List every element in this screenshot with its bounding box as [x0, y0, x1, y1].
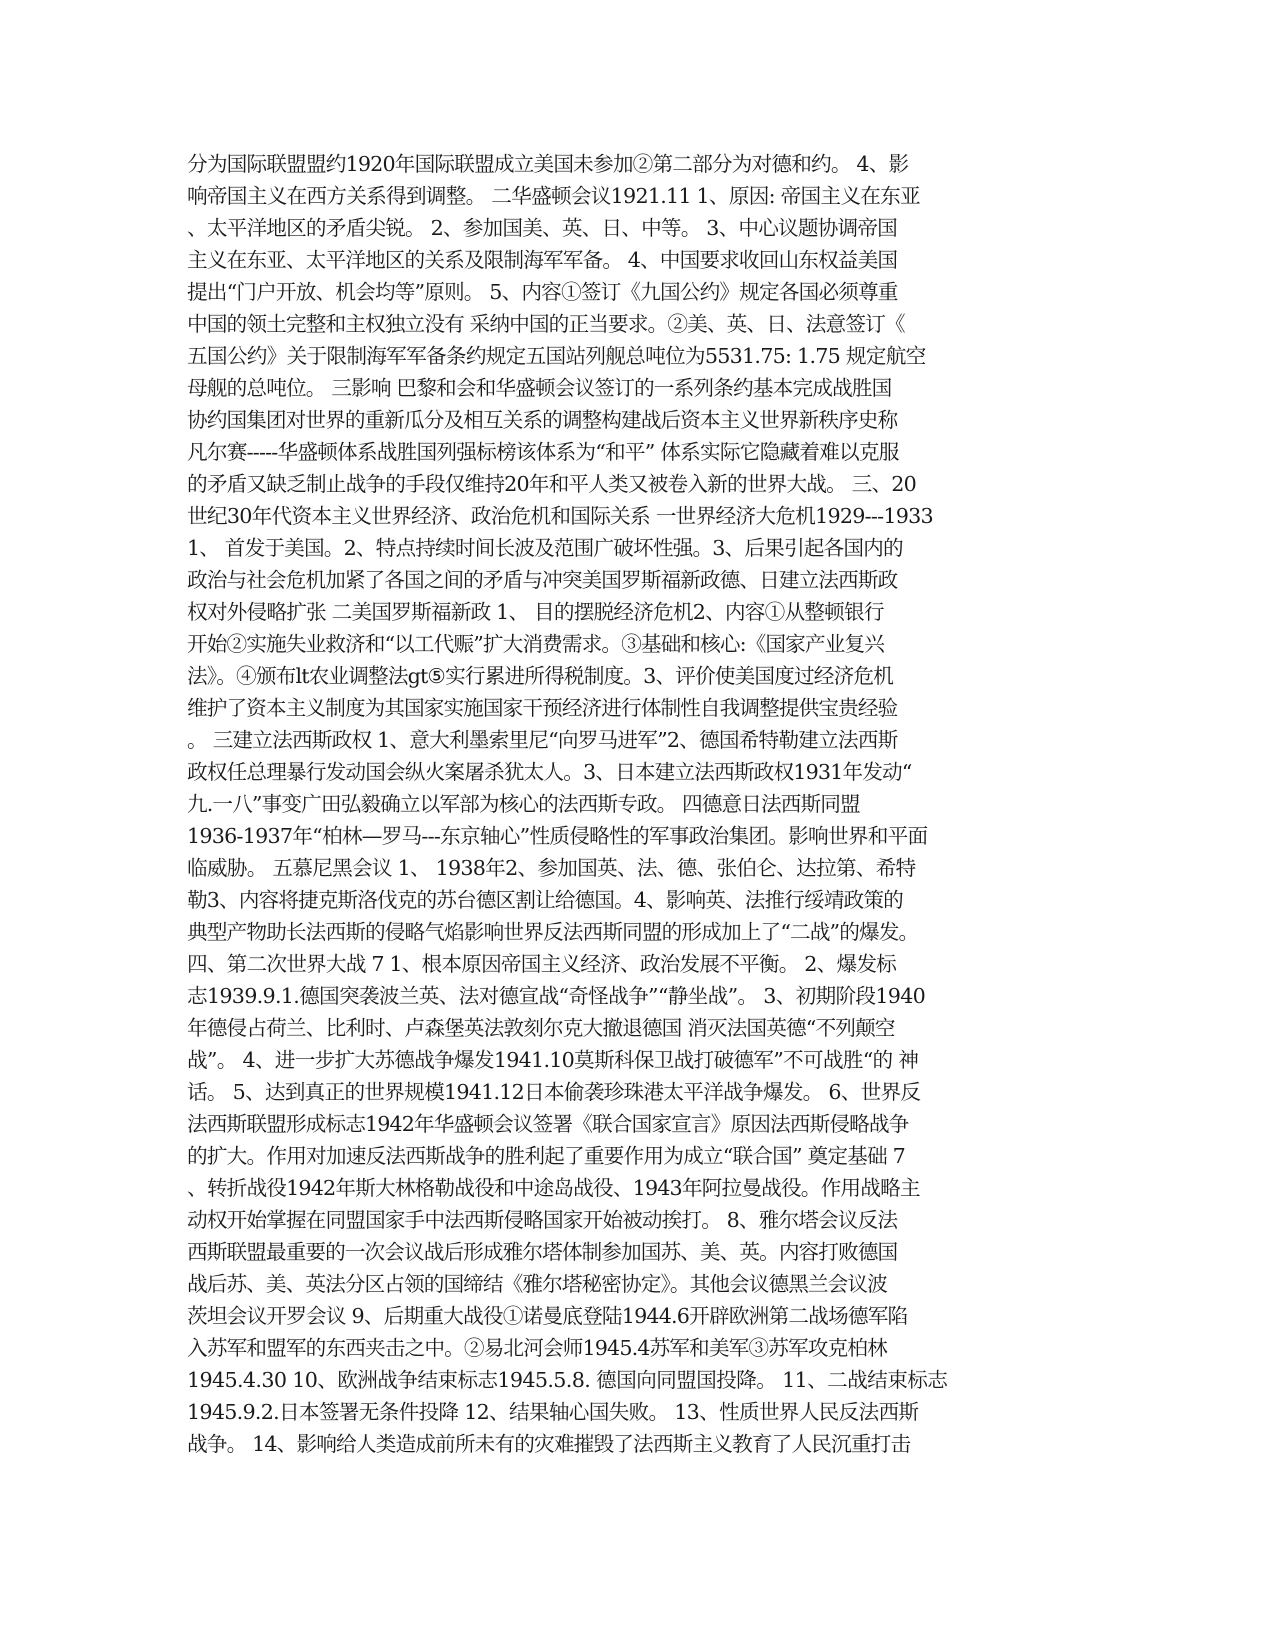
- text-line: 勒3、内容将捷克斯洛伐克的苏台德区割让给德国。4、影响英、法推行绥靖政策的: [187, 888, 903, 912]
- text-line: 典型产物助长法西斯的侵略气焰影响世界反法西斯同盟的形成加上了“二战”的爆发。: [187, 920, 919, 944]
- text-line: 的扩大。作用对加速反法西斯战争的胜利起了重要作用为成立“联合国” 奠定基础 7: [187, 1144, 905, 1168]
- text-line: 维护了资本主义制度为其国家实施国家干预经济进行体制性自我调整提供宝贵经验: [187, 696, 898, 720]
- text-line: 、转折战役1942年斯大林格勒战役和中途岛战役、1943年阿拉曼战役。作用战略主: [187, 1176, 920, 1200]
- text-line: 战争。 14、影响给人类造成前所未有的灾难摧毁了法西斯主义教育了人民沉重打击: [187, 1432, 911, 1456]
- text-line: 战后苏、美、英法分区占领的国缔结《雅尔塔秘密协定》。其他会议德黑兰会议波: [187, 1272, 887, 1296]
- text-line: 话。 5、达到真正的世界规模1941.12日本偷袭珍珠港太平洋战争爆发。 6、世界反: [187, 1080, 921, 1104]
- text-line: 五国公约》关于限制海军军备条约规定五国站列舰总吨位为5531.75: 1.75 规定航空: [187, 344, 926, 368]
- text-line: 1945.4.30 10、欧洲战争结束标志1945.5.8. 德国向同盟国投降。 11、二战结束标志: [187, 1368, 948, 1392]
- text-line: 战”。 4、进一步扩大苏德战争爆发1941.10莫斯科保卫战打破德军”不可战胜“的 神: [187, 1048, 919, 1072]
- text-line: 凡尔赛-----华盛顿体系战胜国列强标榜该体系为“和平” 体系实际它隐藏着难以克服: [187, 440, 899, 464]
- text-line: 法西斯联盟形成标志1942年华盛顿会议签署《联合国家宣言》原因法西斯侵略战争: [187, 1112, 909, 1136]
- text-line: 提出“门户开放、机会均等”原则。 5、内容①签订《九国公约》规定各国必须尊重: [187, 280, 898, 304]
- text-line: 九.一八”事变广田弘毅确立以军部为核心的法西斯专政。 四德意日法西斯同盟: [187, 792, 860, 816]
- text-line: 年德侵占荷兰、比利时、卢森堡英法敦刻尔克大撤退德国 消灭法国英德“不列颠空: [187, 1016, 895, 1040]
- text-line: 四、第二次世界大战 7 1、根本原因帝国主义经济、政治发展不平衡。 2、爆发标: [187, 952, 896, 976]
- text-line: 。 三建立法西斯政权 1、意大利墨索里尼“向罗马进军”2、德国希特勒建立法西斯: [187, 728, 898, 752]
- text-line: 权对外侵略扩张 二美国罗斯福新政 1、 目的摆脱经济危机2、内容①从整顿银行: [187, 600, 884, 624]
- text-line: 响帝国主义在西方关系得到调整。 二华盛顿会议1921.11 1、原因: 帝国主义在东亚: [187, 184, 920, 208]
- text-line: 、太平洋地区的矛盾尖锐。 2、参加国美、英、日、中等。 3、中心议题协调帝国: [187, 216, 897, 240]
- text-line: 临威胁。 五慕尼黑会议 1、 1938年2、参加国英、法、德、张伯仑、达拉第、希特: [187, 856, 916, 880]
- text-line: 协约国集团对世界的重新瓜分及相互关系的调整构建战后资本主义世界新秩序史称: [187, 408, 898, 432]
- body-text: [187, 148, 1087, 1460]
- text-line: 志1939.9.1.德国突袭波兰英、法对德宣战“奇怪战争”“静坐战”。 3、初期阶段1940: [187, 984, 926, 1008]
- text-line: 母舰的总吨位。 三影响 巴黎和会和华盛顿会议签订的一系列条约基本完成战胜国: [187, 376, 892, 400]
- text-line: 的矛盾又缺乏制止战争的手段仅维持20年和平人类又被卷入新的世界大战。 三、20: [187, 472, 916, 496]
- text-line: 分为国际联盟盟约1920年国际联盟成立美国未参加②第二部分为对德和约。 4、影: [187, 152, 909, 176]
- text-line: 政治与社会危机加紧了各国之间的矛盾与冲突美国罗斯福新政德、日建立法西斯政: [187, 568, 898, 592]
- text-line: 入苏军和盟军的东西夹击之中。②易北河会师1945.4苏军和美军③苏军攻克柏林: [187, 1336, 887, 1360]
- text-line: 法》。④颁布lt农业调整法gt⑤实行累进所得税制度。3、评价使美国度过经济危机: [187, 664, 893, 688]
- text-line: 中国的领土完整和主权独立没有 采纳中国的正当要求。②美、英、日、法意签订《: [187, 312, 905, 336]
- text-line: 主义在东亚、太平洋地区的关系及限制海军军备。 4、中国要求收回山东权益美国: [187, 248, 898, 272]
- text-line: 茨坦会议开罗会议 9、后期重大战役①诺曼底登陆1944.6开辟欧洲第二战场德军陷: [187, 1304, 908, 1328]
- text-line: 西斯联盟最重要的一次会议战后形成雅尔塔体制参加国苏、美、英。内容打败德国: [187, 1240, 898, 1264]
- text-line: 1936-1937年“柏林—罗马---东京轴心”性质侵略性的军事政治集团。影响世界和平面: [187, 824, 928, 848]
- text-line: 政权任总理暴行发动国会纵火案屠杀犹太人。3、日本建立法西斯政权1931年发动“: [187, 760, 912, 784]
- text-line: 动权开始掌握在同盟国家手中法西斯侵略国家开始被动挨打。 8、雅尔塔会议反法: [187, 1208, 898, 1232]
- text-line: 世纪30年代资本主义世界经济、政治危机和国际关系 一世界经济大危机1929---1933: [187, 504, 933, 528]
- text-line: 1945.9.2.日本签署无条件投降 12、结果轴心国失败。 13、性质世界人民反法西斯: [187, 1400, 919, 1424]
- text-line: 1、 首发于美国。2、特点持续时间长波及范围广破坏性强。3、后果引起各国内的: [187, 536, 903, 560]
- text-line: 开始②实施失业救济和“以工代赈”扩大消费需求。③基础和核心:《国家产业复兴: [187, 632, 884, 656]
